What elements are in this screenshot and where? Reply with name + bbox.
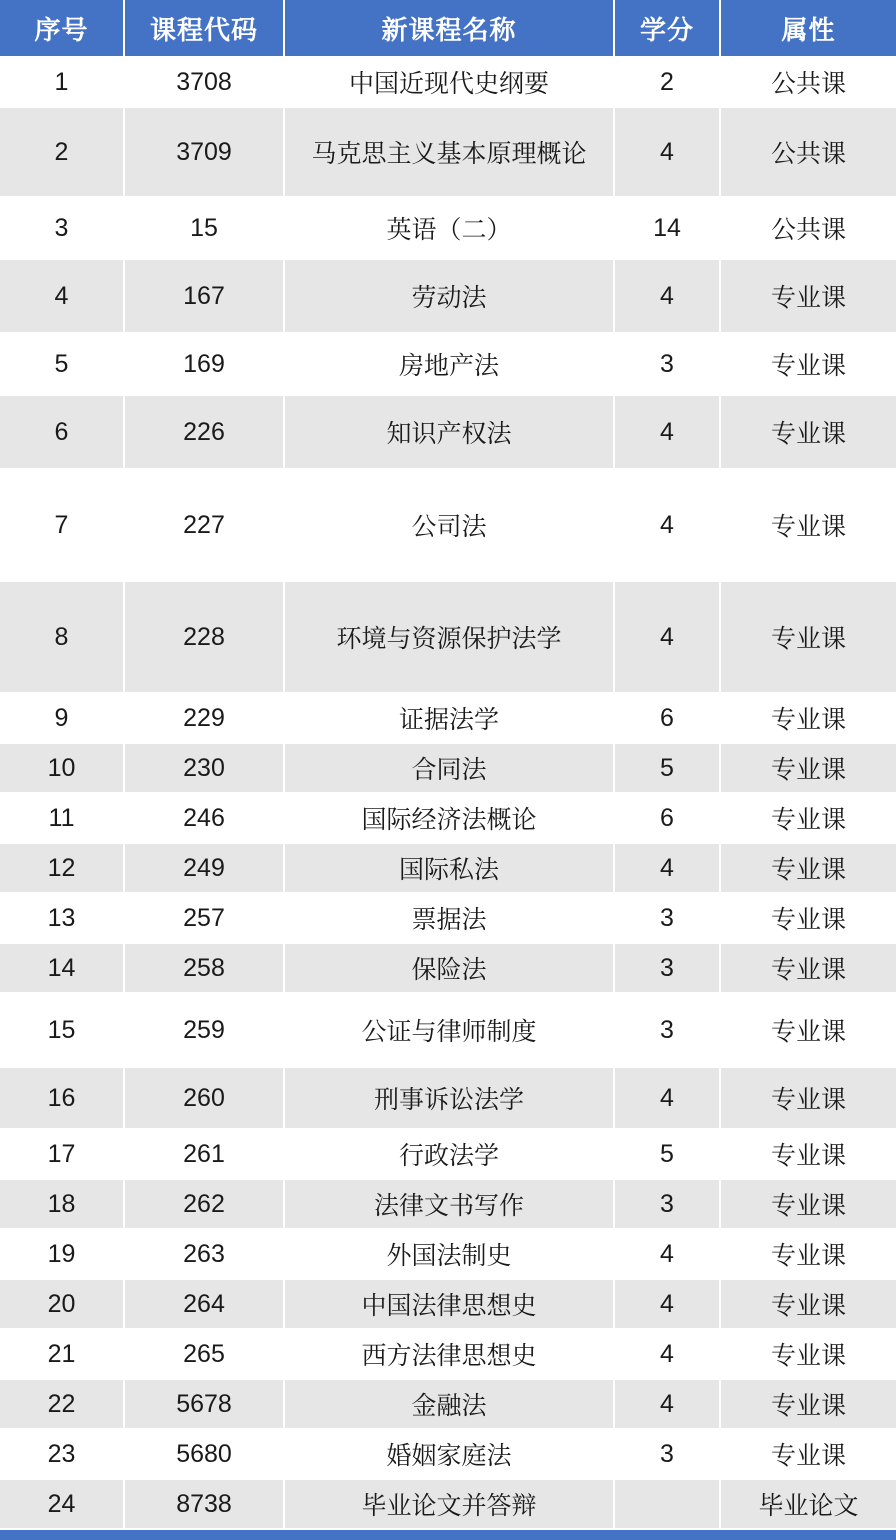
cell-index: 14 bbox=[0, 943, 124, 993]
cell-attribute: 公共课 bbox=[720, 57, 896, 107]
cell-index: 2 bbox=[0, 107, 124, 197]
table-row bbox=[0, 1067, 896, 1129]
cell-attribute: 专业课 bbox=[720, 793, 896, 843]
cell-attribute: 毕业论文 bbox=[720, 1479, 896, 1529]
cell-credit: 14 bbox=[614, 197, 720, 259]
cell-code: 263 bbox=[124, 1229, 284, 1279]
cell-credit: 4 bbox=[614, 1229, 720, 1279]
cell-index: 15 bbox=[0, 993, 124, 1067]
cell-attribute: 专业课 bbox=[720, 893, 896, 943]
table-header bbox=[0, 0, 896, 57]
cell-credit: 4 bbox=[614, 1329, 720, 1379]
cell-name: 公证与律师制度 bbox=[284, 993, 614, 1067]
cell-index: 6 bbox=[0, 395, 124, 469]
cell-credit: 6 bbox=[614, 793, 720, 843]
cell-attribute: 专业课 bbox=[720, 993, 896, 1067]
cell-credit: 4 bbox=[614, 395, 720, 469]
cell-attribute: 专业课 bbox=[720, 469, 896, 581]
table-row bbox=[0, 581, 896, 693]
cell-credit: 4 bbox=[614, 1067, 720, 1129]
table-row bbox=[0, 843, 896, 893]
table-row bbox=[0, 57, 896, 107]
cell-attribute: 专业课 bbox=[720, 1067, 896, 1129]
cell-name: 劳动法 bbox=[284, 259, 614, 333]
cell-index: 12 bbox=[0, 843, 124, 893]
cell-attribute: 专业课 bbox=[720, 943, 896, 993]
cell-name: 中国法律思想史 bbox=[284, 1279, 614, 1329]
cell-code: 259 bbox=[124, 993, 284, 1067]
cell-index: 4 bbox=[0, 259, 124, 333]
cell-credit: 4 bbox=[614, 259, 720, 333]
table-body bbox=[0, 57, 896, 1529]
cell-name: 西方法律思想史 bbox=[284, 1329, 614, 1379]
cell-attribute: 专业课 bbox=[720, 1429, 896, 1479]
cell-attribute: 专业课 bbox=[720, 1329, 896, 1379]
cell-name: 外国法制史 bbox=[284, 1229, 614, 1279]
cell-name: 公司法 bbox=[284, 469, 614, 581]
cell-name: 环境与资源保护法学 bbox=[284, 581, 614, 693]
column-header-name: 新课程名称 bbox=[284, 0, 614, 57]
cell-attribute: 专业课 bbox=[720, 581, 896, 693]
cell-index: 5 bbox=[0, 333, 124, 395]
cell-code: 169 bbox=[124, 333, 284, 395]
cell-attribute: 公共课 bbox=[720, 107, 896, 197]
cell-code: 228 bbox=[124, 581, 284, 693]
cell-index: 8 bbox=[0, 581, 124, 693]
cell-code: 3708 bbox=[124, 57, 284, 107]
cell-attribute: 专业课 bbox=[720, 395, 896, 469]
cell-code: 5678 bbox=[124, 1379, 284, 1429]
cell-credit: 4 bbox=[614, 1379, 720, 1429]
cell-attribute: 专业课 bbox=[720, 333, 896, 395]
cell-code: 5680 bbox=[124, 1429, 284, 1479]
column-header-attribute: 属性 bbox=[720, 0, 896, 57]
table-row bbox=[0, 943, 896, 993]
cell-name: 保险法 bbox=[284, 943, 614, 993]
cell-name: 婚姻家庭法 bbox=[284, 1429, 614, 1479]
cell-code: 3709 bbox=[124, 107, 284, 197]
table-row bbox=[0, 1479, 896, 1529]
table-row bbox=[0, 1229, 896, 1279]
cell-credit: 4 bbox=[614, 581, 720, 693]
cell-index: 23 bbox=[0, 1429, 124, 1479]
cell-name: 国际经济法概论 bbox=[284, 793, 614, 843]
table-row bbox=[0, 259, 896, 333]
table-row bbox=[0, 743, 896, 793]
cell-code: 230 bbox=[124, 743, 284, 793]
table-row bbox=[0, 1179, 896, 1229]
cell-code: 261 bbox=[124, 1129, 284, 1179]
cell-index: 17 bbox=[0, 1129, 124, 1179]
cell-name: 英语（二） bbox=[284, 197, 614, 259]
cell-credit: 5 bbox=[614, 1129, 720, 1179]
cell-credit: 3 bbox=[614, 1429, 720, 1479]
cell-name: 法律文书写作 bbox=[284, 1179, 614, 1229]
cell-index: 18 bbox=[0, 1179, 124, 1229]
cell-attribute: 专业课 bbox=[720, 743, 896, 793]
cell-name: 刑事诉讼法学 bbox=[284, 1067, 614, 1129]
cell-code: 264 bbox=[124, 1279, 284, 1329]
cell-index: 7 bbox=[0, 469, 124, 581]
cell-name: 知识产权法 bbox=[284, 395, 614, 469]
table-row bbox=[0, 893, 896, 943]
column-header-code: 课程代码 bbox=[124, 0, 284, 57]
cell-index: 11 bbox=[0, 793, 124, 843]
cell-name: 金融法 bbox=[284, 1379, 614, 1429]
cell-credit: 4 bbox=[614, 469, 720, 581]
table-row bbox=[0, 1129, 896, 1179]
cell-name: 马克思主义基本原理概论 bbox=[284, 107, 614, 197]
cell-attribute: 专业课 bbox=[720, 843, 896, 893]
cell-name: 票据法 bbox=[284, 893, 614, 943]
cell-name: 证据法学 bbox=[284, 693, 614, 743]
cell-credit: 3 bbox=[614, 993, 720, 1067]
cell-index: 20 bbox=[0, 1279, 124, 1329]
cell-index: 19 bbox=[0, 1229, 124, 1279]
cell-attribute: 专业课 bbox=[720, 1379, 896, 1429]
column-header-index: 序号 bbox=[0, 0, 124, 57]
cell-code: 265 bbox=[124, 1329, 284, 1379]
table-row bbox=[0, 1429, 896, 1479]
cell-credit: 4 bbox=[614, 107, 720, 197]
cell-attribute: 专业课 bbox=[720, 1229, 896, 1279]
cell-name: 行政法学 bbox=[284, 1129, 614, 1179]
table-row bbox=[0, 1279, 896, 1329]
cell-index: 21 bbox=[0, 1329, 124, 1379]
cell-index: 16 bbox=[0, 1067, 124, 1129]
cell-name: 国际私法 bbox=[284, 843, 614, 893]
table-row bbox=[0, 1329, 896, 1379]
cell-code: 249 bbox=[124, 843, 284, 893]
cell-attribute: 专业课 bbox=[720, 259, 896, 333]
cell-code: 260 bbox=[124, 1067, 284, 1129]
table-row bbox=[0, 333, 896, 395]
cell-code: 167 bbox=[124, 259, 284, 333]
cell-index: 24 bbox=[0, 1479, 124, 1529]
cell-code: 257 bbox=[124, 893, 284, 943]
cell-code: 258 bbox=[124, 943, 284, 993]
cell-code: 8738 bbox=[124, 1479, 284, 1529]
cell-index: 22 bbox=[0, 1379, 124, 1429]
table-row bbox=[0, 395, 896, 469]
table-row bbox=[0, 693, 896, 743]
cell-credit: 3 bbox=[614, 893, 720, 943]
cell-credit: 2 bbox=[614, 57, 720, 107]
cell-index: 1 bbox=[0, 57, 124, 107]
cell-credit: 4 bbox=[614, 1279, 720, 1329]
cell-attribute: 专业课 bbox=[720, 1129, 896, 1179]
cell-credit: 3 bbox=[614, 333, 720, 395]
cell-code: 15 bbox=[124, 197, 284, 259]
cell-index: 13 bbox=[0, 893, 124, 943]
cell-credit: 4 bbox=[614, 843, 720, 893]
table-row bbox=[0, 107, 896, 197]
header-row bbox=[0, 0, 896, 57]
cell-credit bbox=[614, 1479, 720, 1529]
table-row bbox=[0, 793, 896, 843]
cell-attribute: 专业课 bbox=[720, 693, 896, 743]
cell-name: 毕业论文并答辩 bbox=[284, 1479, 614, 1529]
cell-code: 246 bbox=[124, 793, 284, 843]
cell-code: 262 bbox=[124, 1179, 284, 1229]
column-header-credit: 学分 bbox=[614, 0, 720, 57]
cell-attribute: 专业课 bbox=[720, 1279, 896, 1329]
table-row bbox=[0, 993, 896, 1067]
table-row bbox=[0, 1379, 896, 1429]
cell-name: 房地产法 bbox=[284, 333, 614, 395]
cell-code: 226 bbox=[124, 395, 284, 469]
cell-attribute: 专业课 bbox=[720, 1179, 896, 1229]
table-row bbox=[0, 469, 896, 581]
cell-name: 合同法 bbox=[284, 743, 614, 793]
cell-code: 227 bbox=[124, 469, 284, 581]
cell-index: 3 bbox=[0, 197, 124, 259]
cell-credit: 3 bbox=[614, 943, 720, 993]
cell-name: 中国近现代史纲要 bbox=[284, 57, 614, 107]
cell-credit: 6 bbox=[614, 693, 720, 743]
cell-code: 229 bbox=[124, 693, 284, 743]
cell-credit: 5 bbox=[614, 743, 720, 793]
cell-index: 9 bbox=[0, 693, 124, 743]
cell-attribute: 公共课 bbox=[720, 197, 896, 259]
cell-credit: 3 bbox=[614, 1179, 720, 1229]
cell-index: 10 bbox=[0, 743, 124, 793]
table-row bbox=[0, 197, 896, 259]
